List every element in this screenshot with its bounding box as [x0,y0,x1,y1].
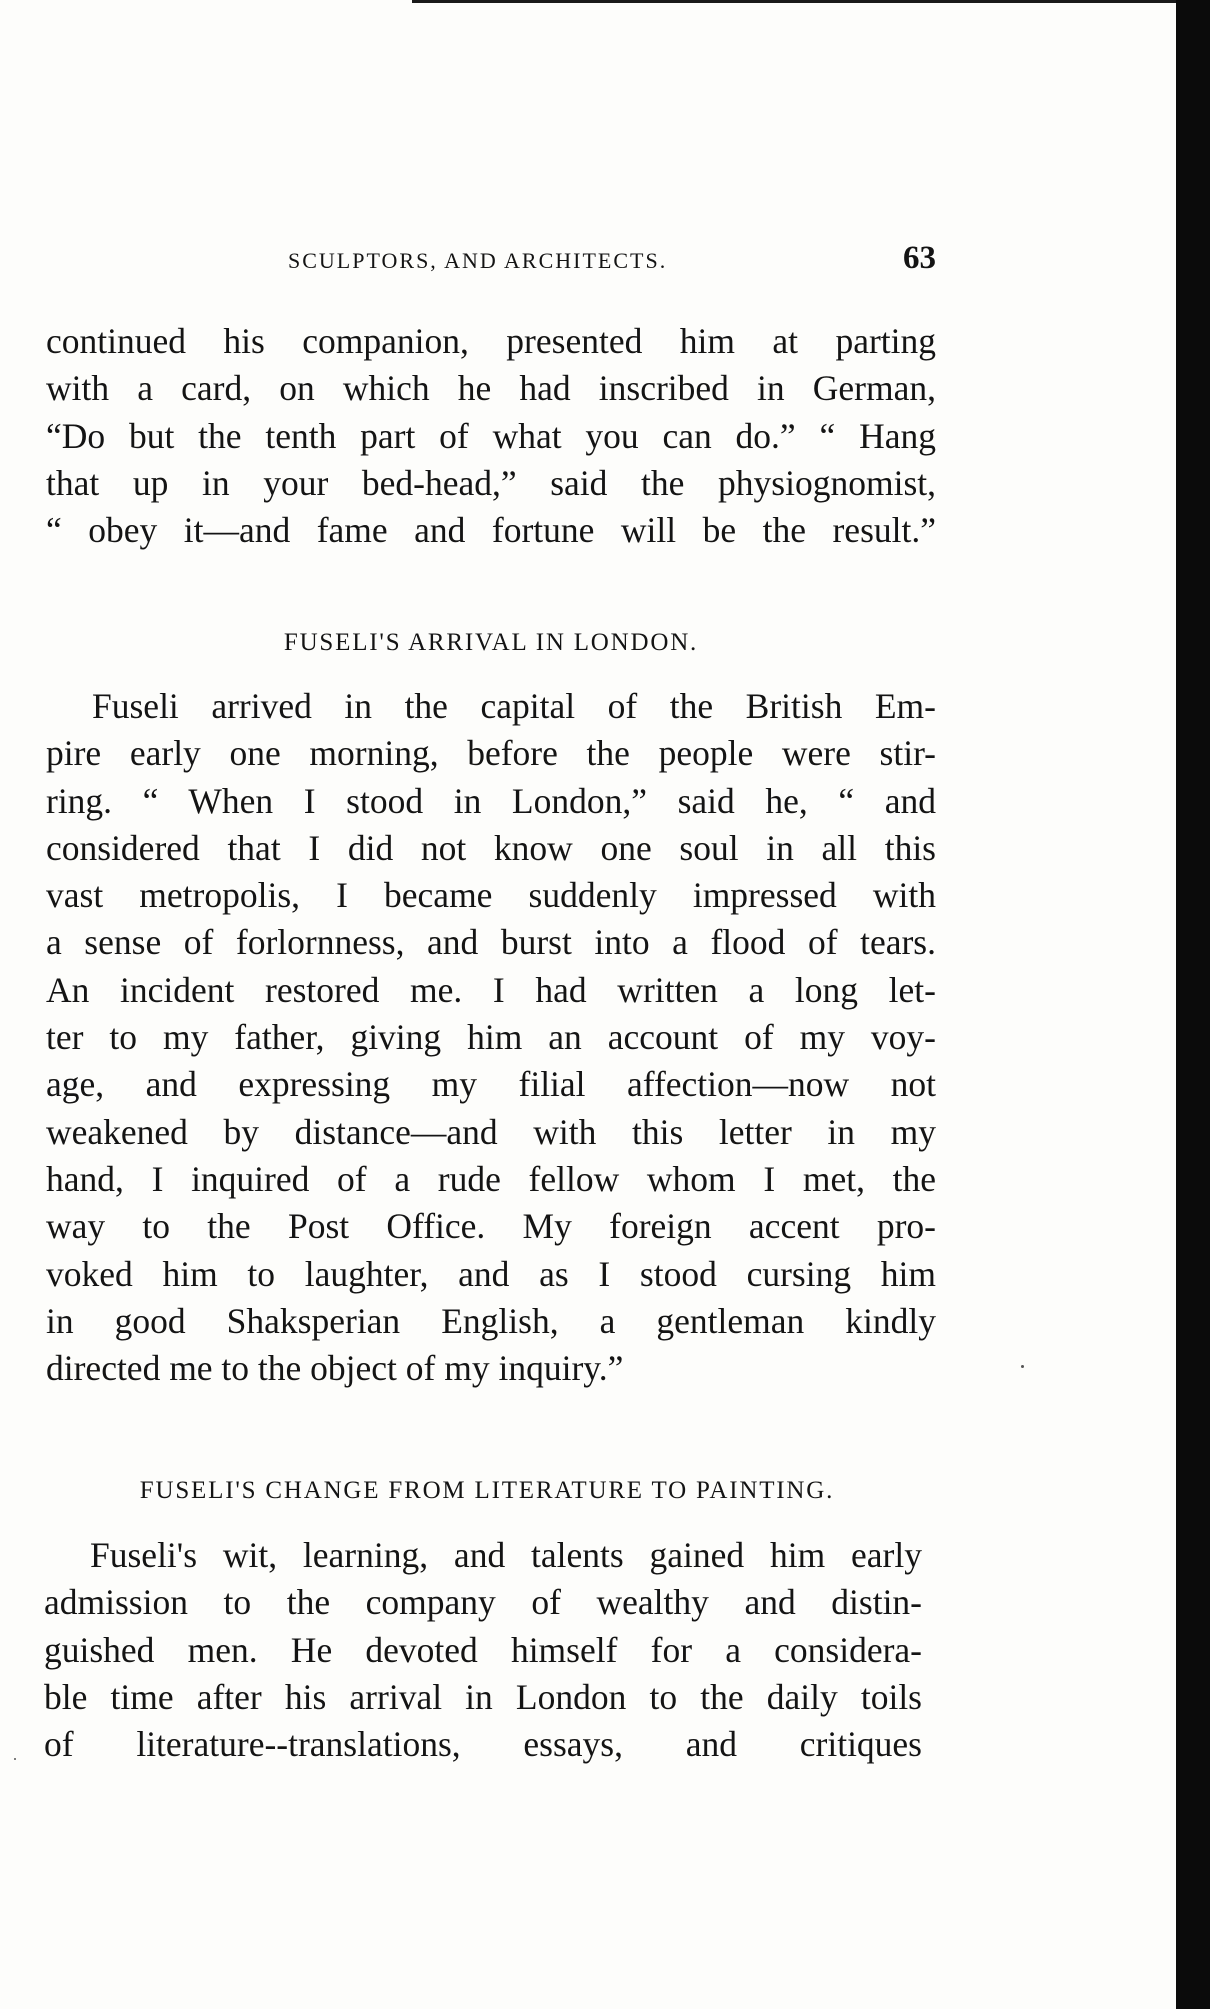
text-line: that up in your bed-head,” said the physiognomist, [46,462,936,503]
text-line: a sense of forlornness, and burst into a flood of tears. [46,922,936,963]
opening-paragraph [46,318,936,554]
section-title-arrival: FUSELI'S ARRIVAL IN LONDON. [283,629,699,656]
text-line: continued his companion, presented him at parting [46,321,936,361]
text-line: An incident restored me. I had written a long let- [46,969,936,1010]
running-head: SCULPTORS, AND ARCHITECTS. [288,248,668,273]
arrival-paragraph [46,683,936,1392]
text-line: pire early one morning, before the people were stir- [46,733,936,774]
text-line: Fuseli's wit, learning, and talents gained him early [90,1535,922,1575]
change-paragraph [44,1532,922,1768]
print-speck [14,1758,16,1760]
text-line: Fuseli arrived in the capital of the British Em- [92,686,936,726]
page-header [288,236,952,286]
text-line: voked him to laughter, and as I stood cursing him [46,1253,936,1294]
page-edge-shadow [1176,0,1210,2009]
text-line: guished men. He devoted himself for a considera- [44,1629,922,1670]
text-line: vast metropolis, I became suddenly impressed with [46,875,936,916]
print-speck [1021,1365,1024,1368]
text-line: “ obey it—and fame and fortune will be the result.” [46,510,936,551]
text-line: “Do but the tenth part of what you can do.” “ Hang [46,415,936,456]
text-line: ble time after his arrival in London to the daily toils [44,1676,922,1717]
text-line: in good Shaksperian English, a gentleman kindly [46,1300,936,1341]
page-number: 63 [903,240,936,276]
text-line: directed me to the object of my inquiry.” [46,1348,624,1389]
section-title-change: FUSELI'S CHANGE FROM LITERATURE TO PAINTING. [139,1477,835,1504]
top-edge-rule [412,0,1210,3]
text-line: of literature--translations, essays, and critiques [44,1724,922,1765]
text-line: age, and expressing my filial affection—now not [46,1064,936,1105]
text-line: with a card, on which he had inscribed in German, [46,368,936,409]
text-line: ter to my father, giving him an account of my voy- [46,1017,936,1058]
text-line: hand, I inquired of a rude fellow whom I met, the [46,1158,936,1199]
text-line: weakened by distance—and with this letter in my [46,1111,936,1152]
text-line: way to the Post Office. My foreign accent pro- [46,1206,936,1247]
text-line: admission to the company of wealthy and distin- [44,1582,922,1623]
text-line: ring. “ When I stood in London,” said he, “ and [46,780,936,821]
text-line: considered that I did not know one soul in all this [46,827,936,868]
